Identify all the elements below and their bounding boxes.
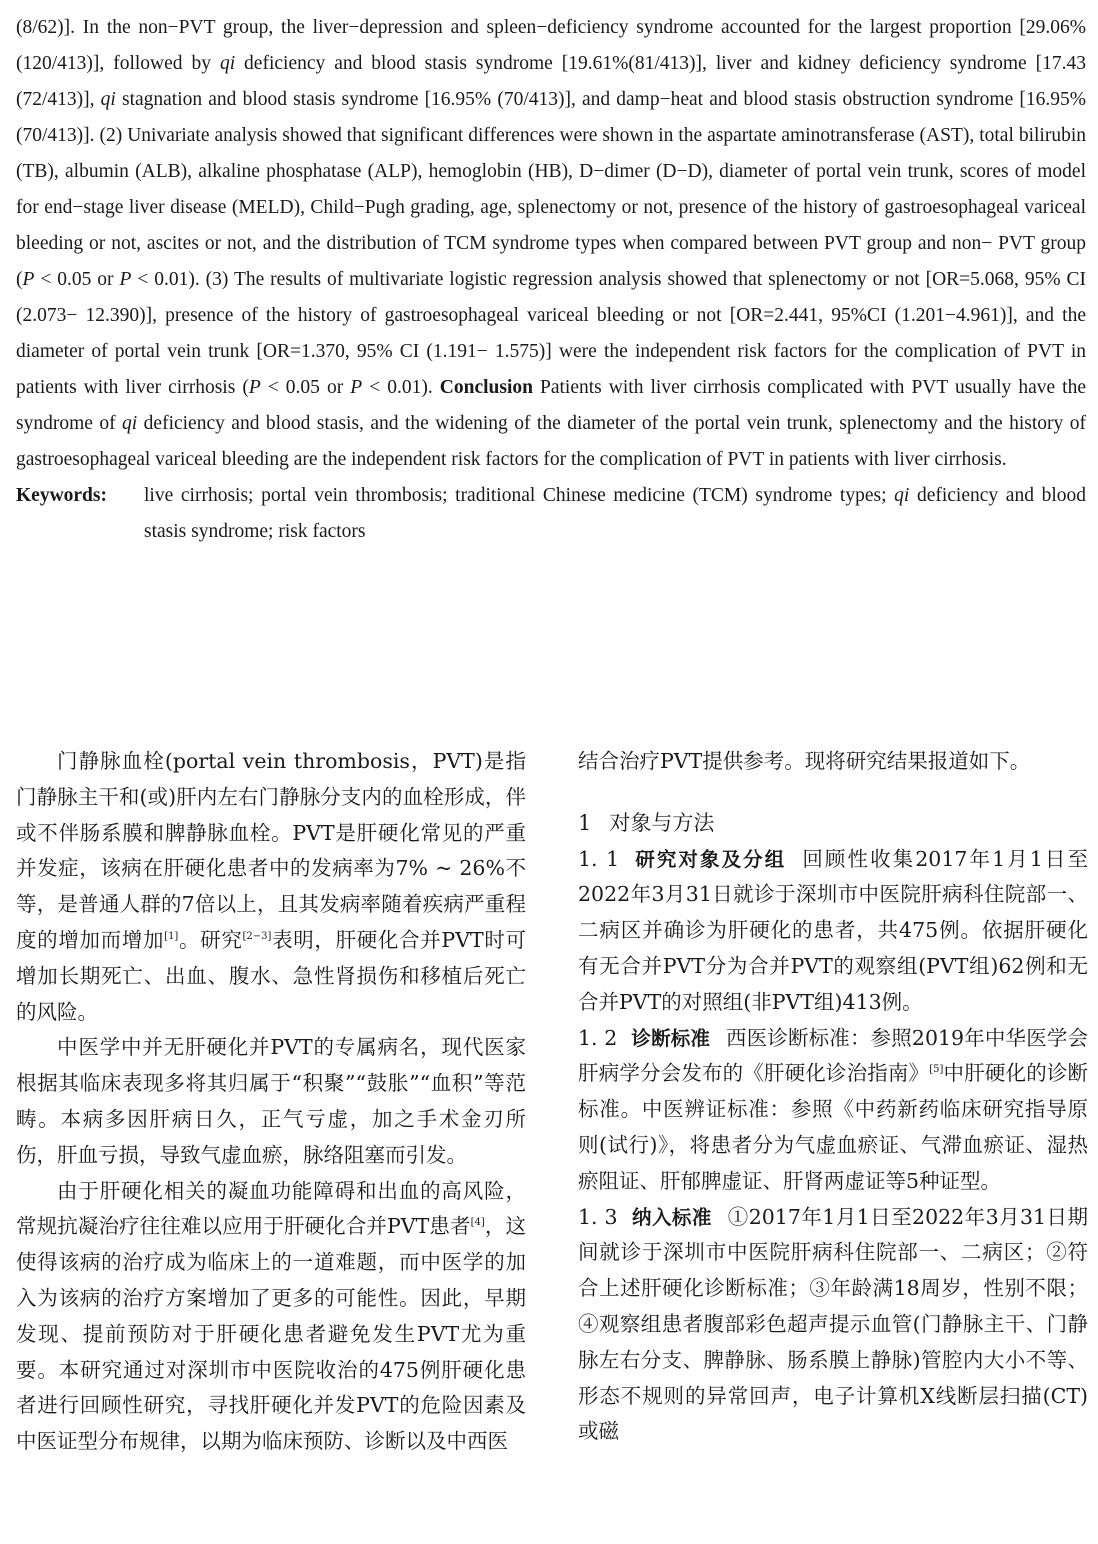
subsection-title: 纳入标准 (631, 1205, 712, 1229)
intro-paragraph-3: 由于肝硬化相关的凝血功能障碍和出血的高风险，常规抗凝治疗往往难以应用于肝硬化合并PVT患者[4]，这使得该病的治疗成为临床上的一道难题，而中医学的加入为该病的治疗方案增加了更多的可能性。因此，早期发现、提前预防对于肝硬化患者避免发生PVT尤为重要。本研究通过对深圳市中医院收治的475例肝硬化患者进行回顾性研究，寻找肝硬化并发PVT的危险因素及中医证型分布规律，以期为临床预防、诊断以及中西医 (16, 1178, 527, 1454)
keywords (16, 478, 1086, 550)
intro-paragraph-3-continued: 结合治疗PVT提供参考。现将研究结果报道如下。 (578, 749, 1031, 773)
abstract-results-and-conclusion: (8/62)]. In the non−PVT group, the liver−depression and spleen−deficiency syndrome accounted for the largest proportion [29.06% (120/413)], followed by qi deficiency and blood stasis syndrome [19.61%(81/413)], liver and kidney deficiency syndrome [17.43 (72/413)], qi stagnation and blood stasis syndrome [16.95% (70/413)], and damp−heat and blood stasis obstruction syndrome [16.95% (70/413)]. (2) Univariate analysis showed that significant differences were shown in the aspartate aminotransferase (AST), total bilirubin (TB), albumin (ALB), alkaline phosphatase (ALP), hemoglobin (HB), D−dimer (D−D), diameter of portal vein trunk, scores of model for end−stage liver disease (MELD), Child−Pugh grading, age, splenectomy or not, presence of the history of gastroesophageal variceal bleeding or not, ascites or not, and the distribution of TCM syndrome types when compared between PVT group and non− PVT group (P < 0.05 or P < 0.01). (3) The results of multivariate logistic regression analysis showed that splenectomy or not [OR=5.068, 95% CI (2.073− 12.390)], presence of the history of gastroesophageal variceal bleeding or not [OR=2.441, 95%CI (1.201−4.961)], and the diameter of portal vein trunk [OR=1.370, 95% CI (1.191− 1.575)] were the independent risk factors for the complication of PVT in patients with liver cirrhosis (P < 0.05 or P < 0.01). Conclusion Patients with liver cirrhosis complicated with PVT usually have the syndrome of qi deficiency and blood stasis, and the widening of the diameter of the portal vein trunk, splenectomy and the history of gastroesophageal variceal bleeding are the independent risk factors for the complication of PVT in patients with liver cirrhosis. (16, 17, 1087, 470)
intro-paragraph-1: 门静脉血栓(portal vein thrombosis，PVT)是指门静脉主干和(或)肝内左右门静脉分支内的血栓形成，伴或不伴肠系膜和脾静脉血栓。PVT是肝硬化常见的严重并发症，该病在肝硬化患者中的发病率为7% ~ 26%不等，是普通人群的7倍以上，且其发病率随着疾病严重程度的增加而增加[1]。研究[2−3]表明，肝硬化合并PVT时可增加长期死亡、出血、腹水、急性肾损伤和移植后死亡的风险。 (16, 749, 527, 1024)
body-right-column (578, 744, 1088, 1450)
subsection-1-2: 1. 2 诊断标准 西医诊断标准：参照2019年中华医学会肝病学分会发布的《肝硬化诊治指南》[5]中肝硬化的诊断标准。中医辨证标准：参照《中药新药临床研究指导原则(试行)》，将患者分为气虚血瘀证、气滞血瘀证、湿热瘀阻证、肝郁脾虚证、肝肾两虚证等5种证型。 (578, 1025, 1089, 1193)
citation-ref[interactable]: [2−3] (242, 931, 272, 943)
subsection-title: 诊断标准 (631, 1026, 711, 1050)
conclusion-label: Conclusion (439, 377, 533, 398)
body-left-column (16, 744, 526, 1460)
keywords-list: live cirrhosis; portal vein thrombosis; traditional Chinese medicine (TCM) syndrome types; qi deficiency and blood stasis syndrome; risk factors (144, 485, 1086, 542)
section-heading-1: 1 对象与方法 (578, 810, 715, 835)
english-abstract (16, 10, 1086, 550)
subsection-title: 研究对象及分组 (633, 847, 787, 871)
citation-ref[interactable]: [4] (470, 1217, 485, 1229)
subsection-1-3: 1. 3 纳入标准 ①2017年1月1日至2022年3月31日期间就诊于深圳市中医院肝病科住院部一、二病区；②符合上述肝硬化诊断标准；③年龄满18周岁，性别不限；④观察组患者腹部彩色超声提示血管(门静脉主干、门静脉左右分支、脾静脉、肠系膜上静脉)管腔内大小不等、形态不规则的异常回声，电子计算机X线断层扫描(CT)或磁 (578, 1204, 1088, 1444)
keywords-label: Keywords: (16, 485, 107, 506)
subsection-1-1: 1. 1 研究对象及分组 回顾性收集2017年1月1日至2022年3月31日就诊于深圳市中医院肝病科住院部一、二病区并确诊为肝硬化的患者，共475例。依据肝硬化有无合并PVT分为合并PVT的观察组(PVT组)62例和无合并PVT的对照组(非PVT组)413例。 (578, 846, 1088, 1014)
intro-paragraph-2: 中医学中并无肝硬化并PVT的专属病名，现代医家根据其临床表现多将其归属于“积聚”“鼓胀”“血积”等范畴。本病多因肝病日久，正气亏虚，加之手术金刃所伤，肝血亏损，导致气虚血瘀，脉络阻塞而引发。 (16, 1035, 526, 1167)
citation-ref[interactable]: [5] (929, 1064, 944, 1076)
citation-ref[interactable]: [1] (164, 931, 179, 943)
